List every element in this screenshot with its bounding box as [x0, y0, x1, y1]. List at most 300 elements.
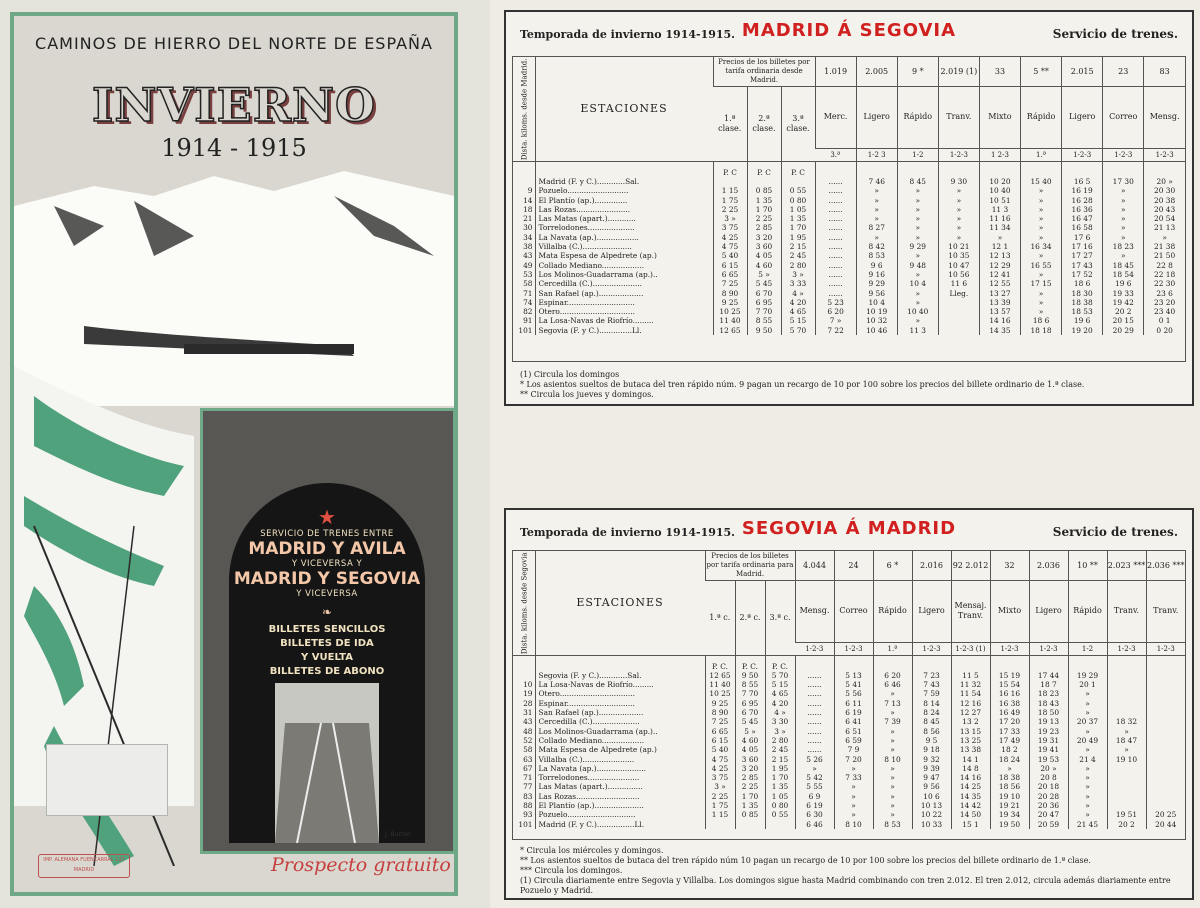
- price-cell: 0 55: [765, 810, 795, 819]
- time-cell: 14 25: [951, 782, 990, 791]
- time-cell: 20 18: [1029, 782, 1068, 791]
- price-cell: 6 70: [735, 708, 765, 717]
- price-cell: 9 25: [713, 298, 747, 307]
- time-cell: 20 28: [1029, 792, 1068, 801]
- price-cell: 3 33: [781, 279, 815, 288]
- price-cell: 5 15: [765, 680, 795, 689]
- price-cell: 3 60: [747, 242, 781, 251]
- time-cell: »: [834, 782, 873, 791]
- time-cell: 9 56: [856, 289, 897, 298]
- time-cell: »: [873, 745, 912, 754]
- time-cell: »: [1021, 223, 1062, 232]
- time-cell: »: [856, 196, 897, 205]
- time-cell: 16 19: [1062, 186, 1103, 195]
- class-header: 2.ª c.: [735, 581, 765, 656]
- time-cell: 7 59: [912, 689, 951, 698]
- time-cell: »: [1021, 186, 1062, 195]
- train-classes: 1-2-3: [834, 642, 873, 655]
- time-cell: 20 43: [1144, 205, 1185, 214]
- time-cell: ......: [815, 251, 856, 260]
- train-classes: 1-2-3: [1107, 642, 1146, 655]
- train-number: 2.036: [1029, 551, 1068, 581]
- train-number: 4.044: [795, 551, 834, 581]
- time-cell: 14 8: [951, 764, 990, 773]
- time-cell: 19 20: [1062, 326, 1103, 335]
- train-type: Tranv.: [1107, 581, 1146, 643]
- time-cell: »: [979, 233, 1020, 242]
- header-row: [513, 551, 1185, 581]
- timetable-row: [513, 764, 1185, 773]
- timetable-row: [513, 279, 1185, 288]
- time-cell: 5 55: [795, 782, 834, 791]
- station-name: Los Molinos-Guadarrama (ap.)..: [535, 270, 713, 279]
- time-cell: 16 36: [1062, 205, 1103, 214]
- time-cell: ......: [795, 717, 834, 726]
- time-cell: 6 41: [834, 717, 873, 726]
- price-cell: 6 15: [705, 736, 735, 745]
- time-cell: 9 56: [912, 782, 951, 791]
- currency-unit: P. C.: [735, 655, 765, 671]
- train-type: Mixto: [979, 87, 1020, 149]
- train-number: 2.016: [912, 551, 951, 581]
- train-classes: 1 2-3: [979, 148, 1020, 161]
- time-cell: »: [873, 736, 912, 745]
- time-cell: »: [873, 792, 912, 801]
- time-cell: [1146, 801, 1185, 810]
- time-cell: 6 9: [795, 792, 834, 801]
- time-cell: 19 41: [1029, 745, 1068, 754]
- station-name: Otero................................: [535, 307, 713, 316]
- train-type: Merc.: [815, 87, 856, 149]
- km-cell: 58: [523, 279, 533, 289]
- train-number: 23: [1103, 57, 1144, 87]
- timetable-row: [513, 298, 1185, 307]
- time-cell: »: [990, 764, 1029, 773]
- time-cell: »: [1021, 214, 1062, 223]
- price-cell: [765, 820, 795, 829]
- stations-header: ESTACIONES: [535, 551, 705, 655]
- time-cell: »: [938, 233, 979, 242]
- time-cell: 9 16: [856, 270, 897, 279]
- time-cell: »: [1103, 196, 1144, 205]
- station-name: Cercedilla (C.).....................: [535, 279, 713, 288]
- time-cell: »: [897, 233, 938, 242]
- timetable-row: [513, 196, 1185, 205]
- footnote: ** Los asientos sueltos de butaca del tren rápido núm 10 pagan un recargo de 10 por 100 sobre los precios del billete ordinario de 1.ª clase.: [520, 856, 1091, 865]
- empty-cell: [535, 655, 705, 671]
- time-cell: »: [856, 205, 897, 214]
- time-cell: 19 21: [990, 801, 1029, 810]
- time-cell: 16 58: [1062, 223, 1103, 232]
- class-header: 3.ª clase.: [781, 87, 815, 162]
- time-cell: »: [1021, 196, 1062, 205]
- time-cell: 20 »: [1144, 177, 1185, 186]
- time-cell: 15 40: [1021, 177, 1062, 186]
- time-cell: ......: [815, 186, 856, 195]
- time-cell: 10 40: [979, 186, 1020, 195]
- timetable-row: [513, 801, 1185, 810]
- train-number: 9 *: [897, 57, 938, 87]
- time-cell: 7 13: [873, 699, 912, 708]
- time-cell: 8 27: [856, 223, 897, 232]
- price-header: Precios de los billetes por tarifa ordinaria para Madrid.: [705, 551, 795, 581]
- timetable-row: [513, 717, 1185, 726]
- timetable-row: [513, 671, 1185, 680]
- time-cell: 20 36: [1029, 801, 1068, 810]
- km-cell: 101: [518, 819, 533, 829]
- time-cell: 19 23: [1029, 727, 1068, 736]
- time-cell: »: [897, 186, 938, 195]
- time-cell: 22 18: [1144, 270, 1185, 279]
- price-cell: 11 40: [713, 316, 747, 325]
- timetable-row: [513, 745, 1185, 754]
- station-name: Collado Mediano..................: [535, 261, 713, 270]
- time-cell: 11 5: [951, 671, 990, 680]
- time-cell: ......: [795, 727, 834, 736]
- time-cell: ......: [815, 270, 856, 279]
- station-name: Madrid (F. y C.)............Sal.: [535, 177, 713, 186]
- empty-cell: [856, 161, 897, 177]
- price-cell: 0 80: [781, 196, 815, 205]
- timetable-row: [513, 820, 1185, 829]
- time-cell: ......: [815, 289, 856, 298]
- time-cell: 19 42: [1103, 298, 1144, 307]
- time-cell: 20 29: [1103, 326, 1144, 335]
- time-cell: »: [897, 196, 938, 205]
- train-classes: 1-2 3: [856, 148, 897, 161]
- station-name: Otero................................: [535, 689, 705, 698]
- time-cell: 19 31: [1029, 736, 1068, 745]
- train-type: Tranv.: [938, 87, 979, 149]
- time-cell: 8 53: [856, 251, 897, 260]
- artist-signature: J. Burton: [385, 831, 411, 838]
- time-cell: 19 53: [1029, 755, 1068, 764]
- price-cell: 1 75: [713, 196, 747, 205]
- viceversa-2: Y VICEVERSA: [296, 589, 358, 599]
- timetable-row: [513, 680, 1185, 689]
- time-cell: [1146, 773, 1185, 782]
- time-cell: 22 8: [1144, 261, 1185, 270]
- time-cell: »: [897, 205, 938, 214]
- time-cell: 14 42: [951, 801, 990, 810]
- time-cell: 20 49: [1068, 736, 1107, 745]
- km-cell: 43: [523, 717, 533, 727]
- time-cell: »: [1068, 689, 1107, 698]
- km-cell: 21: [523, 214, 533, 224]
- time-cell: 11 32: [951, 680, 990, 689]
- time-cell: »: [873, 810, 912, 819]
- train-classes: 1-2-3: [912, 642, 951, 655]
- time-cell: 10 32: [856, 316, 897, 325]
- timetable-row: [513, 214, 1185, 223]
- class-header: 1.ª clase.: [713, 87, 747, 162]
- time-cell: 17 20: [990, 717, 1029, 726]
- empty-cell: [912, 655, 951, 671]
- time-cell: 13 57: [979, 307, 1020, 316]
- time-cell: 9 47: [912, 773, 951, 782]
- price-cell: 2 25: [713, 205, 747, 214]
- time-cell: 10 19: [856, 307, 897, 316]
- time-cell: 20 15: [1103, 316, 1144, 325]
- time-cell: 12 16: [951, 699, 990, 708]
- time-cell: 12 55: [979, 279, 1020, 288]
- price-cell: 2 25: [705, 792, 735, 801]
- time-cell: [1146, 736, 1185, 745]
- km-cell: 31: [523, 708, 533, 718]
- empty-cell: [1068, 655, 1107, 671]
- timetable-row: [513, 316, 1185, 325]
- timetable-row: [513, 289, 1185, 298]
- time-cell: 21 45: [1068, 820, 1107, 829]
- price-cell: 2 45: [765, 745, 795, 754]
- km-cell: 93: [523, 810, 533, 820]
- price-cell: 3 75: [713, 223, 747, 232]
- train-number: 33: [979, 57, 1020, 87]
- time-cell: [1107, 708, 1146, 717]
- time-cell: 20 37: [1068, 717, 1107, 726]
- price-cell: 6 95: [735, 699, 765, 708]
- price-cell: 0 85: [747, 186, 781, 195]
- price-cell: 4 »: [781, 289, 815, 298]
- km-cell: 63: [523, 754, 533, 764]
- price-cell: 5 70: [781, 326, 815, 335]
- time-cell: »: [938, 223, 979, 232]
- time-cell: 12 1: [979, 242, 1020, 251]
- price-header: Precios de los billetes por tarifa ordinaria desde Madrid.: [713, 57, 815, 87]
- time-cell: 18 6: [1021, 316, 1062, 325]
- time-cell: 8 45: [897, 177, 938, 186]
- units-row: [513, 161, 1185, 177]
- tunnel-illustration: [200, 408, 456, 854]
- time-cell: »: [897, 298, 938, 307]
- station-name: Pozuelo..........................: [535, 186, 713, 195]
- station-name: El Plantío (ap.)..............: [535, 196, 713, 205]
- time-cell: 17 52: [1062, 270, 1103, 279]
- timetable-row: [513, 708, 1185, 717]
- station-name: Villalba (C.).....................: [535, 242, 713, 251]
- price-cell: 5 »: [747, 270, 781, 279]
- time-cell: [1107, 689, 1146, 698]
- time-cell: 21 50: [1144, 251, 1185, 260]
- footnote: ** Circula los jueves y domingos.: [520, 390, 654, 399]
- footnote: (1) Circula los domingos: [520, 370, 620, 379]
- price-cell: 4 60: [735, 736, 765, 745]
- train-type: Mixto: [990, 581, 1029, 643]
- time-cell: 17 27: [1062, 251, 1103, 260]
- price-cell: 1 70: [781, 223, 815, 232]
- time-cell: 18 7: [1029, 680, 1068, 689]
- km-cell: 28: [523, 698, 533, 708]
- price-cell: 9 25: [705, 699, 735, 708]
- time-cell: ......: [795, 689, 834, 698]
- km-cell: 53: [523, 269, 533, 279]
- time-cell: [1146, 727, 1185, 736]
- season-label: Temporada de invierno 1914-1915.: [520, 526, 736, 539]
- station-name: Segovia (F. y C.)..............Ll.: [535, 326, 713, 335]
- price-cell: 7 70: [735, 689, 765, 698]
- time-cell: 0 20: [1144, 326, 1185, 335]
- time-cell: [1146, 745, 1185, 754]
- time-cell: 9 30: [938, 177, 979, 186]
- price-cell: 9 50: [747, 326, 781, 335]
- time-cell: 8 14: [912, 699, 951, 708]
- time-cell: »: [834, 764, 873, 773]
- time-cell: [1107, 764, 1146, 773]
- brochure-cover: [0, 0, 490, 908]
- time-cell: 18 6: [1062, 279, 1103, 288]
- service-line: SERVICIO DE TRENES ENTRE: [260, 529, 394, 539]
- tunnel-arch: [229, 483, 425, 843]
- time-cell: 7 23: [912, 671, 951, 680]
- time-cell: »: [873, 764, 912, 773]
- train-type: Rápido: [897, 87, 938, 149]
- class-header: 3.ª c.: [765, 581, 795, 656]
- train-type: Rápido: [1021, 87, 1062, 149]
- cover-frame: [10, 12, 458, 896]
- printer-stamp: IMP. ALEMANA FUENCARRAL 137 MADRID: [38, 854, 130, 878]
- header-row: [513, 57, 1185, 87]
- route-madrid-avila: MADRID Y AVILA: [248, 539, 406, 559]
- time-cell: 15 54: [990, 680, 1029, 689]
- time-cell: »: [1103, 186, 1144, 195]
- time-cell: »: [1103, 251, 1144, 260]
- time-cell: 20 38: [1144, 196, 1185, 205]
- ticket-pass: BILLETES DE ABONO: [269, 666, 385, 677]
- timetable-grid: [512, 56, 1186, 362]
- price-cell: 8 55: [747, 316, 781, 325]
- time-cell: »: [1068, 745, 1107, 754]
- time-cell: »: [1068, 801, 1107, 810]
- station-name: San Rafael (ap.)...................: [535, 708, 705, 717]
- time-cell: 9 39: [912, 764, 951, 773]
- footnote: * Circula los miércoles y domingos.: [520, 846, 664, 855]
- km-cell: 43: [523, 251, 533, 261]
- price-cell: 3 »: [765, 727, 795, 736]
- time-cell: 17 44: [1029, 671, 1068, 680]
- time-cell: [1107, 792, 1146, 801]
- time-cell: 18 38: [1062, 298, 1103, 307]
- price-cell: [781, 177, 815, 186]
- station-name: La Losa-Navas de Riofrío.........: [535, 680, 705, 689]
- time-cell: 11 54: [951, 689, 990, 698]
- price-cell: 4 75: [705, 755, 735, 764]
- ticket-return-2: Y VUELTA: [301, 652, 353, 663]
- km-header: Dista. kiloms. desde Segovia: [513, 551, 535, 655]
- station-name: Espinar.............................: [535, 298, 713, 307]
- time-cell: 20 59: [1029, 820, 1068, 829]
- time-cell: 8 56: [912, 727, 951, 736]
- price-cell: 2 25: [747, 214, 781, 223]
- station-name: La Navata (ap.)..................: [535, 233, 713, 242]
- km-cell: 83: [523, 791, 533, 801]
- train-silhouette: [184, 344, 354, 354]
- km-cell: 52: [523, 735, 533, 745]
- time-cell: 6 11: [834, 699, 873, 708]
- time-cell: »: [1107, 745, 1146, 754]
- price-cell: 1 70: [735, 792, 765, 801]
- price-cell: 2 85: [735, 773, 765, 782]
- time-cell: 5 13: [834, 671, 873, 680]
- footnotes: [520, 846, 1178, 896]
- time-cell: 19 10: [990, 792, 1029, 801]
- timetable-segovia-madrid: [504, 508, 1194, 900]
- train-classes: 1-2-3: [1062, 148, 1103, 161]
- time-cell: »: [873, 773, 912, 782]
- km-cell: 48: [523, 726, 533, 736]
- km-cell: 82: [523, 307, 533, 317]
- empty-cell: [1144, 161, 1185, 177]
- company-name: CAMINOS DE HIERRO DEL NORTE DE ESPAÑA: [35, 34, 433, 53]
- time-cell: »: [1021, 251, 1062, 260]
- time-cell: 6 20: [873, 671, 912, 680]
- empty-cell: [990, 655, 1029, 671]
- price-cell: 4 25: [705, 764, 735, 773]
- time-cell: »: [834, 801, 873, 810]
- station-name: Torrelodones....................: [535, 223, 713, 232]
- train-type: Ligero: [1029, 581, 1068, 643]
- time-cell: 19 6: [1103, 279, 1144, 288]
- time-cell: 12 27: [951, 708, 990, 717]
- time-cell: 14 35: [951, 792, 990, 801]
- time-cell: »: [873, 782, 912, 791]
- time-cell: »: [897, 214, 938, 223]
- time-cell: 18 24: [990, 755, 1029, 764]
- empty-cell: [951, 655, 990, 671]
- time-cell: 9 29: [856, 279, 897, 288]
- train-number: 2.023 ***: [1107, 551, 1146, 581]
- time-cell: »: [897, 289, 938, 298]
- time-cell: [1146, 680, 1185, 689]
- train-number: 2.015: [1062, 57, 1103, 87]
- currency-unit: P. C: [747, 161, 781, 177]
- train-classes: 1-2-3: [1146, 642, 1185, 655]
- km-cell: 14: [523, 195, 533, 205]
- time-cell: 13 25: [951, 736, 990, 745]
- time-cell: »: [1021, 233, 1062, 242]
- train-classes: 1.ª: [1021, 148, 1062, 161]
- time-cell: 6 19: [834, 708, 873, 717]
- time-cell: 16 49: [990, 708, 1029, 717]
- time-cell: 17 15: [1021, 279, 1062, 288]
- time-cell: 13 27: [979, 289, 1020, 298]
- time-cell: 7 20: [834, 755, 873, 764]
- time-cell: 13 2: [951, 717, 990, 726]
- ticket-single: BILLETES SENCILLOS: [268, 624, 386, 635]
- time-cell: 20 8: [1029, 773, 1068, 782]
- time-cell: 7 »: [815, 316, 856, 325]
- time-cell: 17 16: [1062, 242, 1103, 251]
- time-cell: 14 16: [979, 316, 1020, 325]
- time-cell: 5 26: [795, 755, 834, 764]
- time-cell: »: [1103, 205, 1144, 214]
- time-cell: 7 22: [815, 326, 856, 335]
- timetable-row: [513, 736, 1185, 745]
- price-cell: 5 40: [713, 251, 747, 260]
- price-cell: 1 70: [765, 773, 795, 782]
- price-cell: 4 20: [765, 699, 795, 708]
- time-cell: »: [856, 186, 897, 195]
- time-cell: »: [1144, 233, 1185, 242]
- currency-unit: P. C.: [765, 655, 795, 671]
- footnote: (1) Circula diariamente entre Segovia y Villalba. Los domingos sigue hasta Madrid combinando con tren 2.012. El tren 2.012, circula además diariamente entre Pozuelo y Madrid.: [520, 876, 1171, 895]
- station-name: Las Rozas...........................: [535, 792, 705, 801]
- time-cell: »: [1103, 214, 1144, 223]
- train-number: 6 *: [873, 551, 912, 581]
- station-name: Cercedilla (C.)....................: [535, 717, 705, 726]
- time-cell: 17 30: [1103, 177, 1144, 186]
- time-cell: »: [1068, 708, 1107, 717]
- price-cell: [747, 177, 781, 186]
